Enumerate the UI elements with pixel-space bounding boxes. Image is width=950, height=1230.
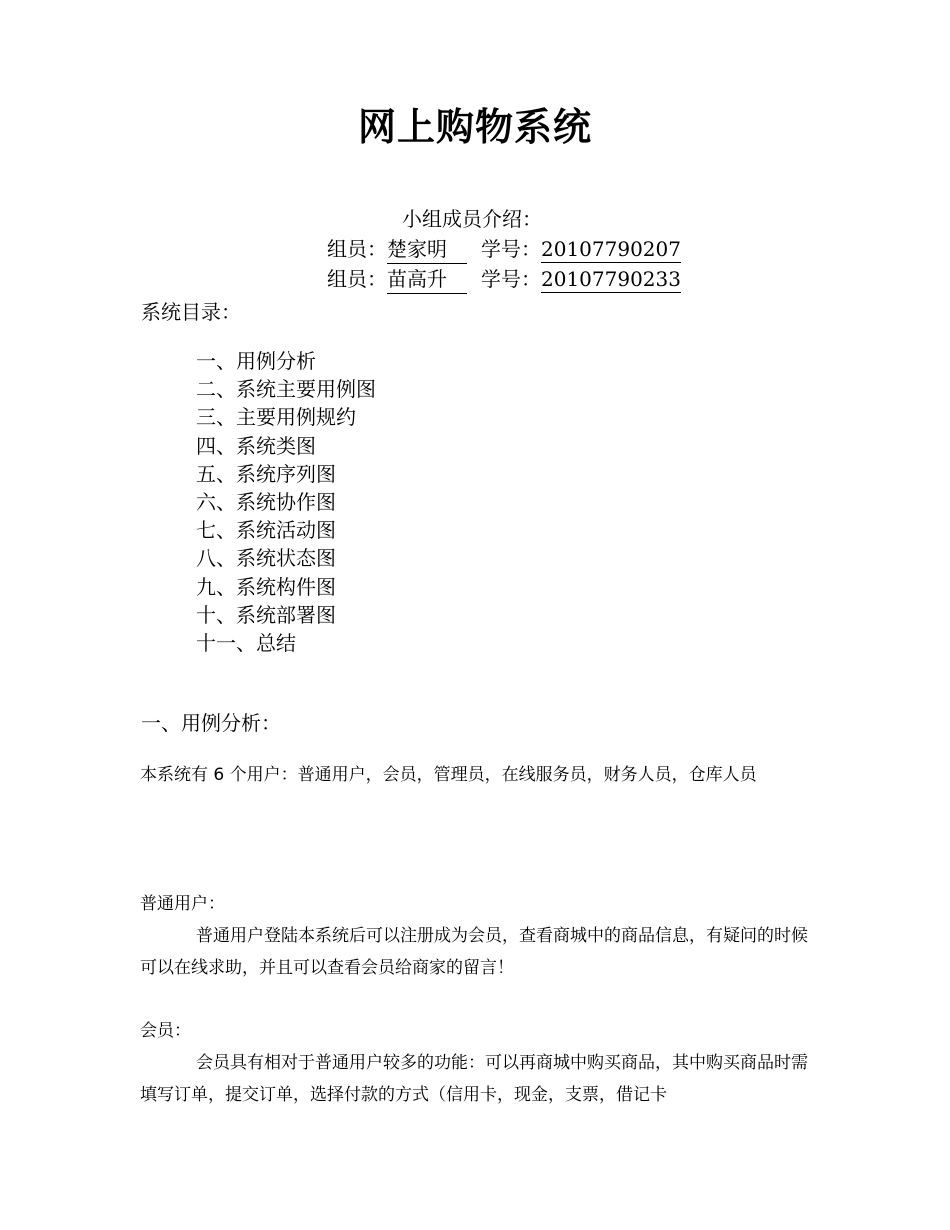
member-name: 楚家明 (387, 233, 467, 264)
toc-item: 一、用例分析 (196, 349, 316, 373)
member-name: 苗高升 (387, 263, 467, 294)
member-role-label: 组员： (327, 267, 387, 291)
toc-item: 十一、总结 (196, 630, 296, 655)
toc-item: 八、系统状态图 (196, 546, 336, 571)
member-row (327, 233, 681, 263)
member-heading: 会员： (140, 1021, 191, 1041)
normal-user-heading: 普通用户： (140, 894, 225, 914)
member-role-label: 组员： (327, 237, 387, 261)
toc-item: 六、系统协作图 (196, 489, 336, 514)
member-id: 20107790207 (541, 237, 681, 261)
member-row (327, 263, 681, 293)
member-id: 20107790233 (541, 267, 681, 291)
toc-item: 二、系统主要用例图 (196, 377, 376, 402)
section-heading: 一、用例分析： (141, 711, 281, 735)
members-heading: 小组成员介绍： (402, 207, 542, 231)
member-id-label: 学号： (481, 237, 541, 261)
toc-item: 四、系统类图 (196, 433, 316, 458)
intro-paragraph: 本系统有 6 个用户：普通用户，会员，管理员，在线服务员，财务人员，仓库人员 (140, 765, 757, 785)
document-title: 网上购物系统 (357, 105, 592, 149)
toc-item: 五、系统序列图 (196, 461, 336, 486)
toc-item: 三、主要用例规约 (196, 405, 356, 430)
toc-item: 十、系统部署图 (196, 602, 336, 627)
toc-item: 九、系统构件图 (196, 574, 336, 599)
member-id-label: 学号： (481, 267, 541, 291)
toc-heading: 系统目录： (141, 300, 241, 324)
table-of-contents (196, 347, 376, 657)
normal-user-paragraph: 普通用户登陆本系统后可以注册成为会员，查看商城中的商品信息，有疑问的时候可以在线求助，并且可以查看会员给商家的留言！ (140, 926, 808, 978)
member-paragraph: 会员具有相对于普通用户较多的功能：可以再商城中购买商品，其中购买商品时需填写订单，提交订单，选择付款的方式（信用卡，现金，支票，借记卡 (140, 1053, 808, 1105)
toc-item: 七、系统活动图 (196, 518, 336, 543)
